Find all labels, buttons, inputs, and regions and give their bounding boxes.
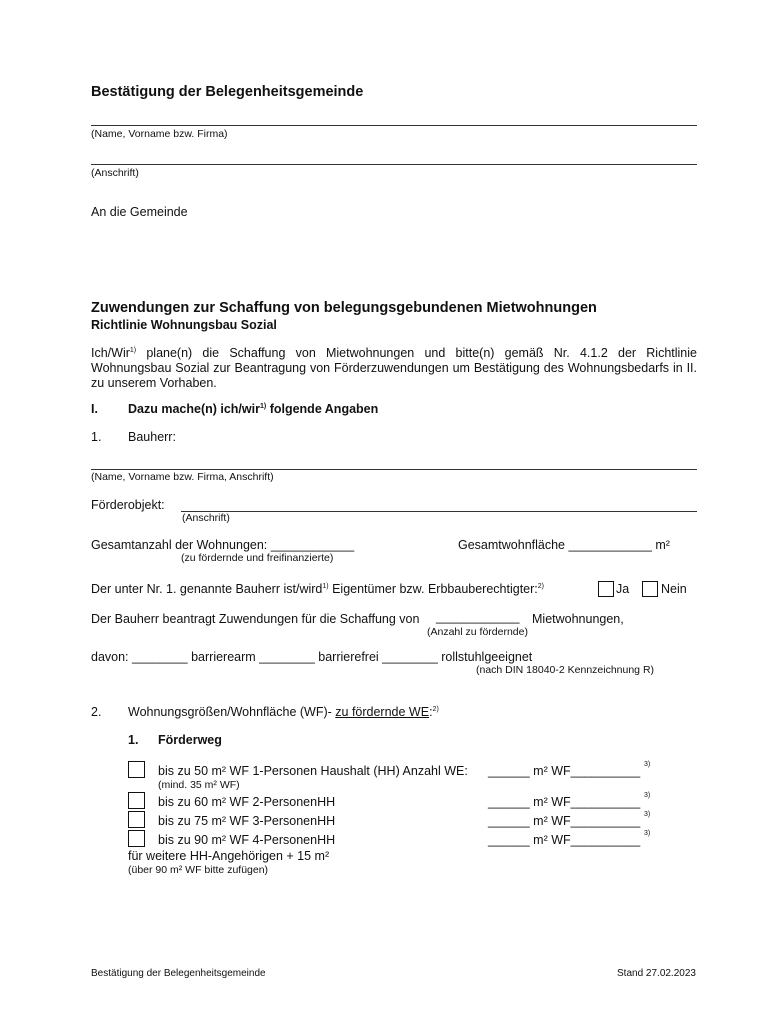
gesamtanzahl-caption: (zu fördernde und freifinanzierte) bbox=[181, 552, 334, 564]
weitere-hint: (über 90 m² WF bitte zufügen) bbox=[128, 864, 269, 876]
section-subheading: Richtlinie Wohnungsbau Sozial bbox=[91, 318, 277, 332]
nein-checkbox[interactable] bbox=[642, 581, 658, 597]
min-note: (mind. 35 m² WF) bbox=[158, 779, 240, 791]
footer-date: Stand 27.02.2023 bbox=[617, 968, 696, 979]
option-footnote: 3) bbox=[644, 830, 651, 837]
item2-label: Wohnungsgrößen/Wohnfläche (WF)- zu fördernde WE:$^{2)}$ bbox=[128, 705, 439, 719]
option-checkbox[interactable] bbox=[128, 830, 145, 847]
beantragt-caption: (Anzahl zu fördernde) bbox=[427, 626, 528, 638]
beantragt-anzahl-field[interactable]: ____________ bbox=[436, 610, 520, 624]
option-checkbox[interactable] bbox=[128, 811, 145, 828]
item2-number: 2. bbox=[91, 705, 102, 719]
beantragt-text: Der Bauherr beantragt Zuwendungen für die Schaffung von bbox=[91, 612, 420, 626]
ja-checkbox[interactable] bbox=[598, 581, 614, 597]
option-label: bis zu 90 m² WF 4-PersonenHH bbox=[158, 833, 336, 847]
davon-line[interactable]: davon: ________ barrierearm ________ barrierefrei ________ rollstuhlgeeignet bbox=[91, 650, 533, 664]
davon-caption: (nach DIN 18040-2 Kennzeichnung R) bbox=[476, 664, 655, 676]
weitere-note: für weitere HH-Angehörigen + 15 m² bbox=[128, 849, 330, 863]
eigentuemer-question: Der unter Nr. 1. genannte Bauherr ist/wird$^{1)}$ Eigentümer bzw. Erbbauberechtigter:$^{2)}$ bbox=[91, 582, 544, 596]
foerderobjekt-line[interactable] bbox=[181, 511, 697, 512]
option-checkbox[interactable] bbox=[128, 761, 145, 778]
foerderweg-label: Förderweg bbox=[158, 733, 222, 747]
intro-paragraph: Ich/Wir$^{1)}$ plane(n) die Schaffung von Mietwohnungen und bitte(n) gemäß Nr. 4.1.2 der Richtlinie Wohnungsbau Sozial zur Beantragung von Förderzuwendungen um Bestätigung des Wohnungsbedarfs in II. zu unserem Vorhaben. bbox=[91, 346, 697, 390]
option-wf-field[interactable]: ______ m² WF__________ bbox=[488, 833, 641, 847]
section-label: Dazu mache(n) ich/wir$^{1)}$ folgende Angaben bbox=[128, 402, 379, 416]
bauherr-label: Bauherr: bbox=[128, 430, 176, 444]
option-label: bis zu 60 m² WF 2-PersonenHH bbox=[158, 795, 336, 809]
name-line[interactable] bbox=[91, 125, 697, 126]
foerderobjekt-caption: (Anschrift) bbox=[182, 512, 230, 524]
document-title: Bestätigung der Belegenheitsgemeinde bbox=[91, 84, 364, 100]
beantragt-text-end: Mietwohnungen, bbox=[532, 612, 624, 626]
name-caption: (Name, Vorname bzw. Firma) bbox=[91, 128, 228, 140]
gesamtanzahl-field[interactable]: Gesamtanzahl der Wohnungen: ____________ bbox=[91, 538, 355, 552]
footer-title: Bestätigung der Belegenheitsgemeinde bbox=[91, 968, 266, 979]
foerderobjekt-label: Förderobjekt: bbox=[91, 498, 165, 512]
option-wf-field[interactable]: ______ m² WF__________ bbox=[488, 795, 641, 809]
address-caption: (Anschrift) bbox=[91, 167, 139, 179]
address-line[interactable] bbox=[91, 164, 697, 165]
option-label: bis zu 75 m² WF 3-PersonenHH bbox=[158, 814, 336, 828]
option-footnote: 3) bbox=[644, 761, 651, 768]
option-footnote: 3) bbox=[644, 792, 651, 799]
bauherr-caption: (Name, Vorname bzw. Firma, Anschrift) bbox=[91, 471, 274, 483]
section-number: I. bbox=[91, 402, 98, 416]
option-label: bis zu 50 m² WF 1-Personen Haushalt (HH) Anzahl WE: bbox=[158, 764, 468, 778]
gesamtwohnflaeche-field[interactable]: Gesamtwohnfläche ____________ m² bbox=[458, 538, 670, 552]
item-number: 1. bbox=[91, 430, 102, 444]
ja-label: Ja bbox=[616, 582, 630, 596]
option-checkbox[interactable] bbox=[128, 792, 145, 809]
option-wf-field[interactable]: ______ m² WF__________ bbox=[488, 814, 641, 828]
foerderweg-number: 1. bbox=[128, 733, 139, 747]
bauherr-line[interactable] bbox=[91, 469, 697, 470]
nein-label: Nein bbox=[661, 582, 687, 596]
recipient-label: An die Gemeinde bbox=[91, 205, 188, 219]
section-heading: Zuwendungen zur Schaffung von belegungsgebundenen Mietwohnungen bbox=[91, 300, 597, 316]
option-footnote: 3) bbox=[644, 811, 651, 818]
option-wf-field[interactable]: ______ m² WF__________ bbox=[488, 764, 641, 778]
